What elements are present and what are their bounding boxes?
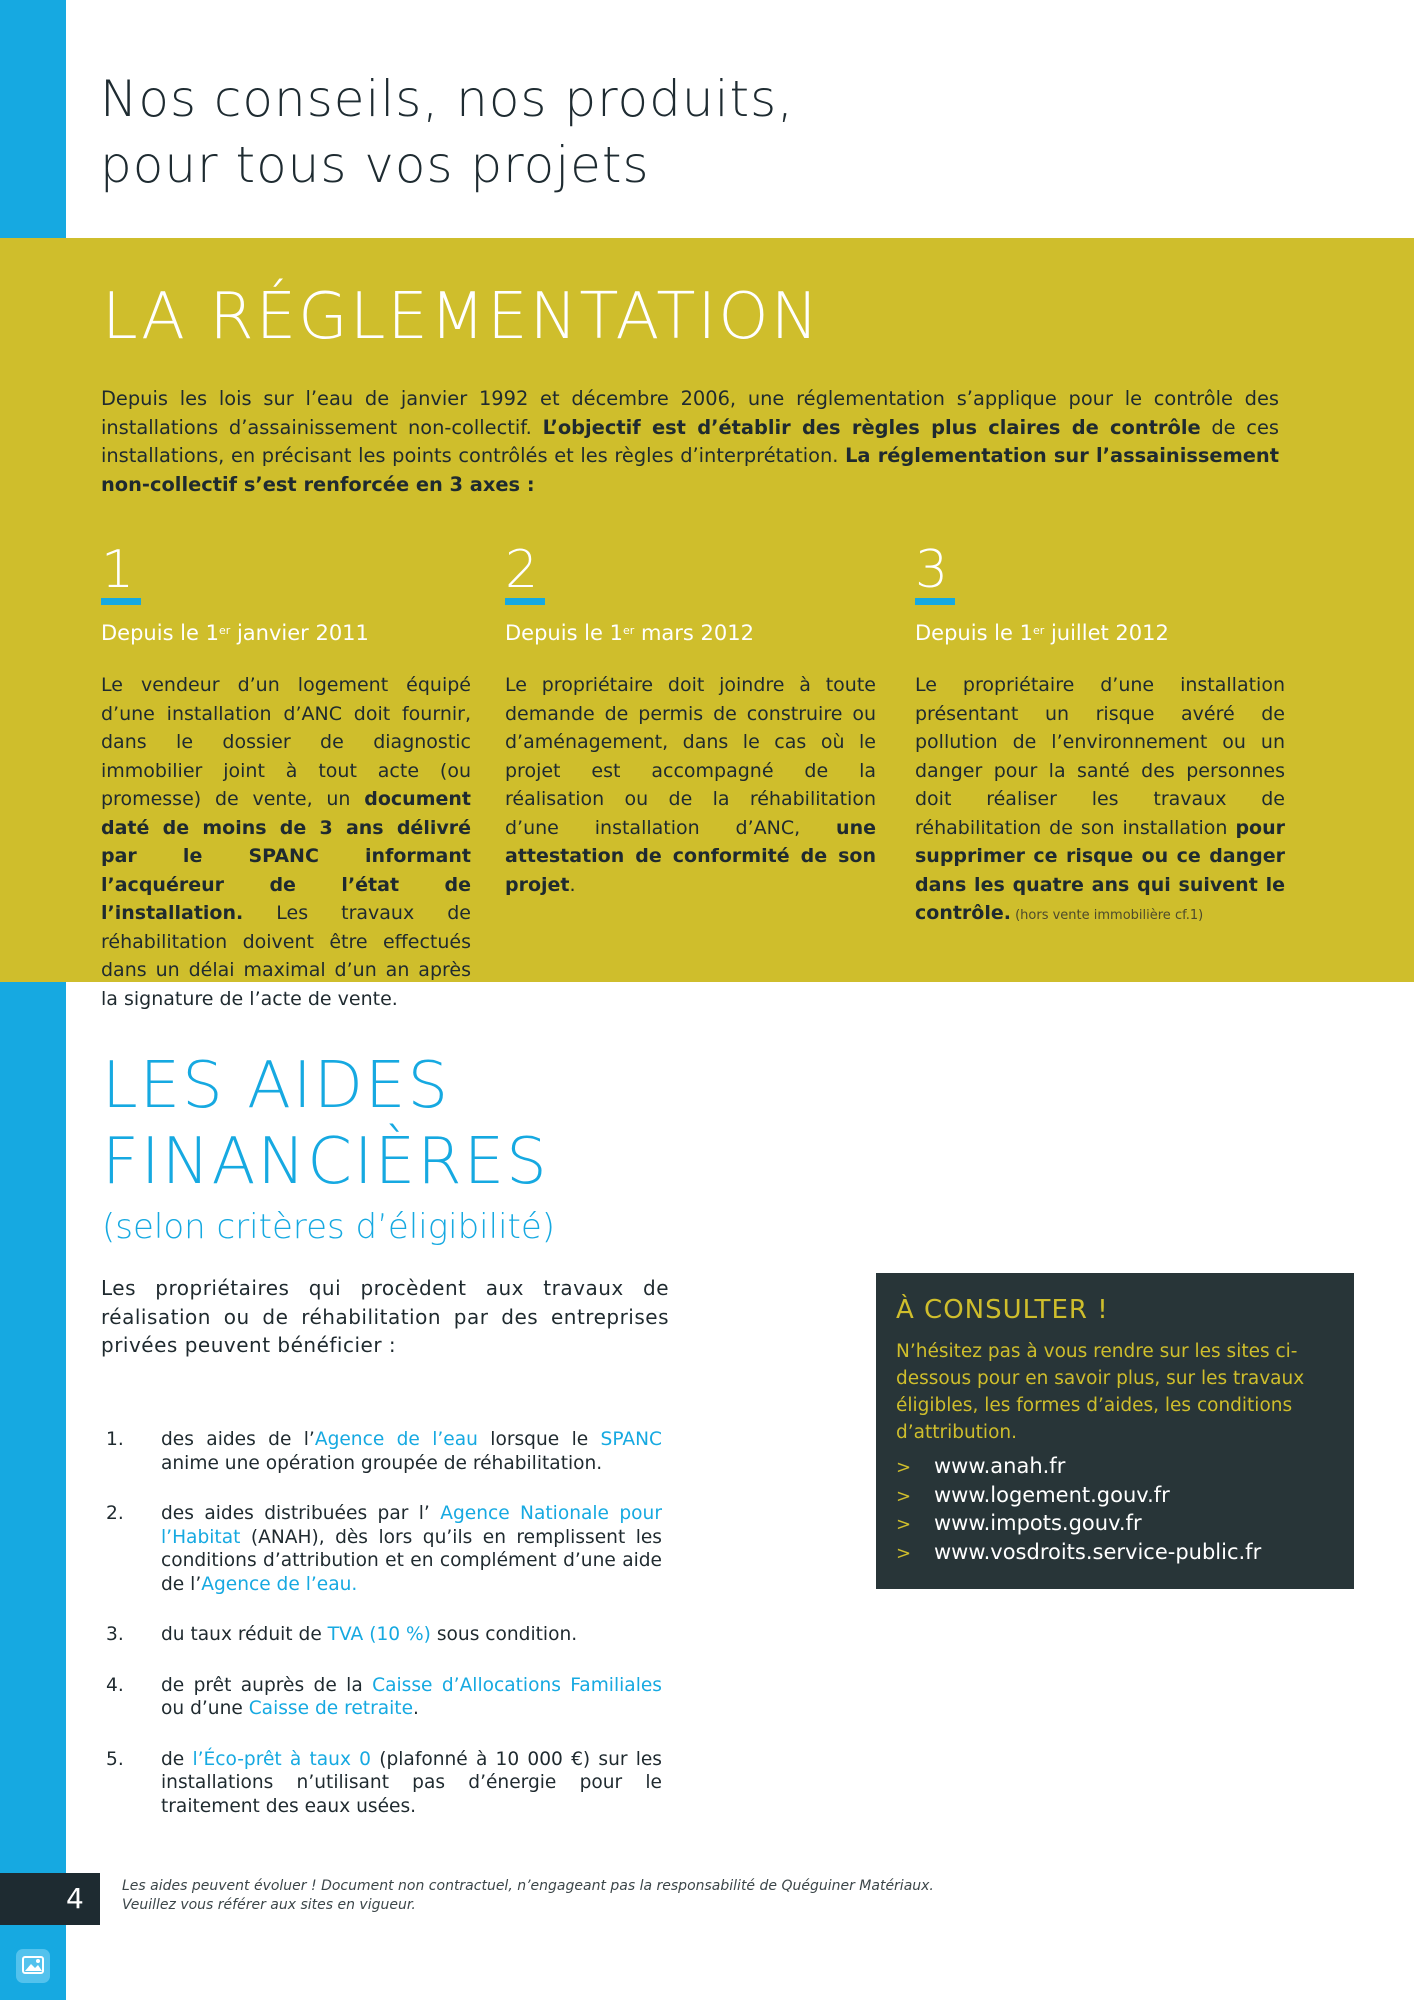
intro-bold-2: La réglementation sur l’assainissement non-collectif s’est renforcée en 3 axes : xyxy=(101,444,1280,496)
aides-title xyxy=(102,1048,549,1200)
title-line-1: Nos conseils, nos produits, xyxy=(100,70,795,128)
list-item: 2. des aides distribuées par l’ Agence Nationale pour l’Habitat (ANAH), dès lors qu’ils en remplissent les conditions d’attribution et en complément d’une aide de l’Agence de l’eau. xyxy=(106,1503,662,1595)
link-anah[interactable]: > www.anah.fr xyxy=(896,1453,1261,1482)
list-item: 3. du taux réduit de TVA (10 %) sous condition. xyxy=(106,1624,578,1645)
axis-text: Le propriétaire doit joindre à toute demande de permis de construire ou d’aménagement, dans le cas où le projet est accompagné de la réalisation ou de la réhabilitation d’une installation d’ANC, une attestation de conformité de son projet. xyxy=(505,674,876,896)
intro-bold-1: L’objectif est d’établir des règles plus claires de contrôle xyxy=(542,415,1201,439)
link-logement[interactable]: > www.logement.gouv.fr xyxy=(896,1482,1261,1511)
list-item: 5. de l’Éco-prêt à taux 0 (plafonné à 10 000 €) sur les installations n’utilisant pas d’énergie pour le traitement des eaux usées. xyxy=(106,1748,662,1817)
title-line-2: pour tous vos projets xyxy=(100,136,650,194)
aides-subtitle: (selon critères d’éligibilité) xyxy=(102,1207,556,1247)
footer-line-2: Veuillez vous référer aux sites en vigueur. xyxy=(122,1897,416,1913)
axis-date: Depuis le 1er juillet 2012 xyxy=(915,621,1169,645)
consulter-box xyxy=(876,1273,1354,1589)
link-vosdroits[interactable]: > www.vosdroits.service-public.fr xyxy=(896,1539,1261,1568)
axis-date: Depuis le 1er mars 2012 xyxy=(505,621,754,645)
reglementation-intro xyxy=(101,385,1279,499)
consulter-text: N’hésitez pas à vous rendre sur les sites ci-dessous pour en savoir plus, sur les travaux éligibles, les formes d’aides, les conditions d’attribution. xyxy=(896,1341,1305,1443)
aides-title-line-2: FINANCIÈRES xyxy=(102,1125,549,1199)
list-item: 1. des aides de l’Agence de l’eau lorsque le SPANC anime une opération groupée de réhabilitation. xyxy=(106,1429,662,1474)
footer-line-1: Les aides peuvent évoluer ! Document non contractuel, n’engageant pas la responsabilité de Quéguiner Matériaux. xyxy=(122,1878,934,1894)
list-item: 4. de prêt auprès de la Caisse d’Allocations Familiales ou d’une Caisse de retraite. xyxy=(106,1674,662,1719)
axis-column-2 xyxy=(505,540,876,899)
aides-list xyxy=(106,1428,662,1845)
page-number-box xyxy=(0,1873,100,1925)
footer-note xyxy=(122,1877,1022,1915)
arrow-icon: > xyxy=(896,1485,912,1507)
axis-text: Le propriétaire d’une installation présentant un risque avéré de pollution de l’environnement ou un danger pour la santé des personnes doit réaliser les travaux de réhabilitation de son installation pour supprimer ce risque ou ce danger dans les quatre ans qui suivent le contrôle. (hors vente immobilière cf.1) xyxy=(915,674,1285,924)
image-viewer-icon[interactable] xyxy=(14,1947,52,1985)
intro-text-1: Depuis les lois sur l’eau de janvier 1992 et décembre 2006, une réglementation s’applique pour le contrôle des installations d’assainissement non-collectif. xyxy=(101,387,1279,439)
axis-column-3 xyxy=(915,540,1285,931)
consulter-links xyxy=(896,1453,1261,1567)
link-impots[interactable]: > www.impots.gouv.fr xyxy=(896,1510,1261,1539)
page-title xyxy=(100,66,1000,198)
aides-intro: Les propriétaires qui procèdent aux travaux de réalisation ou de réhabilitation par des entreprises privées peuvent bénéficier : xyxy=(101,1276,669,1357)
reglementation-title: LA RÉGLEMENTATION xyxy=(102,280,821,354)
arrow-icon: > xyxy=(896,1514,912,1535)
consulter-title: À CONSULTER ! xyxy=(896,1295,1109,1325)
axis-column-1 xyxy=(101,540,471,1013)
arrow-icon: > xyxy=(896,1457,912,1478)
axis-number: 2 xyxy=(505,540,539,600)
axis-date: Depuis le 1er janvier 2011 xyxy=(101,621,369,645)
axis-number: 1 xyxy=(101,540,135,600)
axis-number: 3 xyxy=(915,540,949,600)
axis-text: Le vendeur d’un logement équipé d’une installation d’ANC doit fournir, dans le dossier de diagnostic immobilier joint à tout acte (ou promesse) de vente, un document daté de moins de 3 ans délivré par le SPANC informant l’acquéreur de l’état de l’installation. Les travaux de réhabilitation doivent être effectués dans un délai maximal d’un an après la signature de l’acte de vente. xyxy=(101,674,471,1010)
arrow-icon: > xyxy=(896,1542,912,1564)
aides-title-line-1: LES AIDES xyxy=(102,1049,451,1123)
page-number: 4 xyxy=(66,1882,84,1915)
intro-text-2: de ces installations, en précisant les points contrôlés et les règles d’interprétation. xyxy=(101,415,1279,467)
